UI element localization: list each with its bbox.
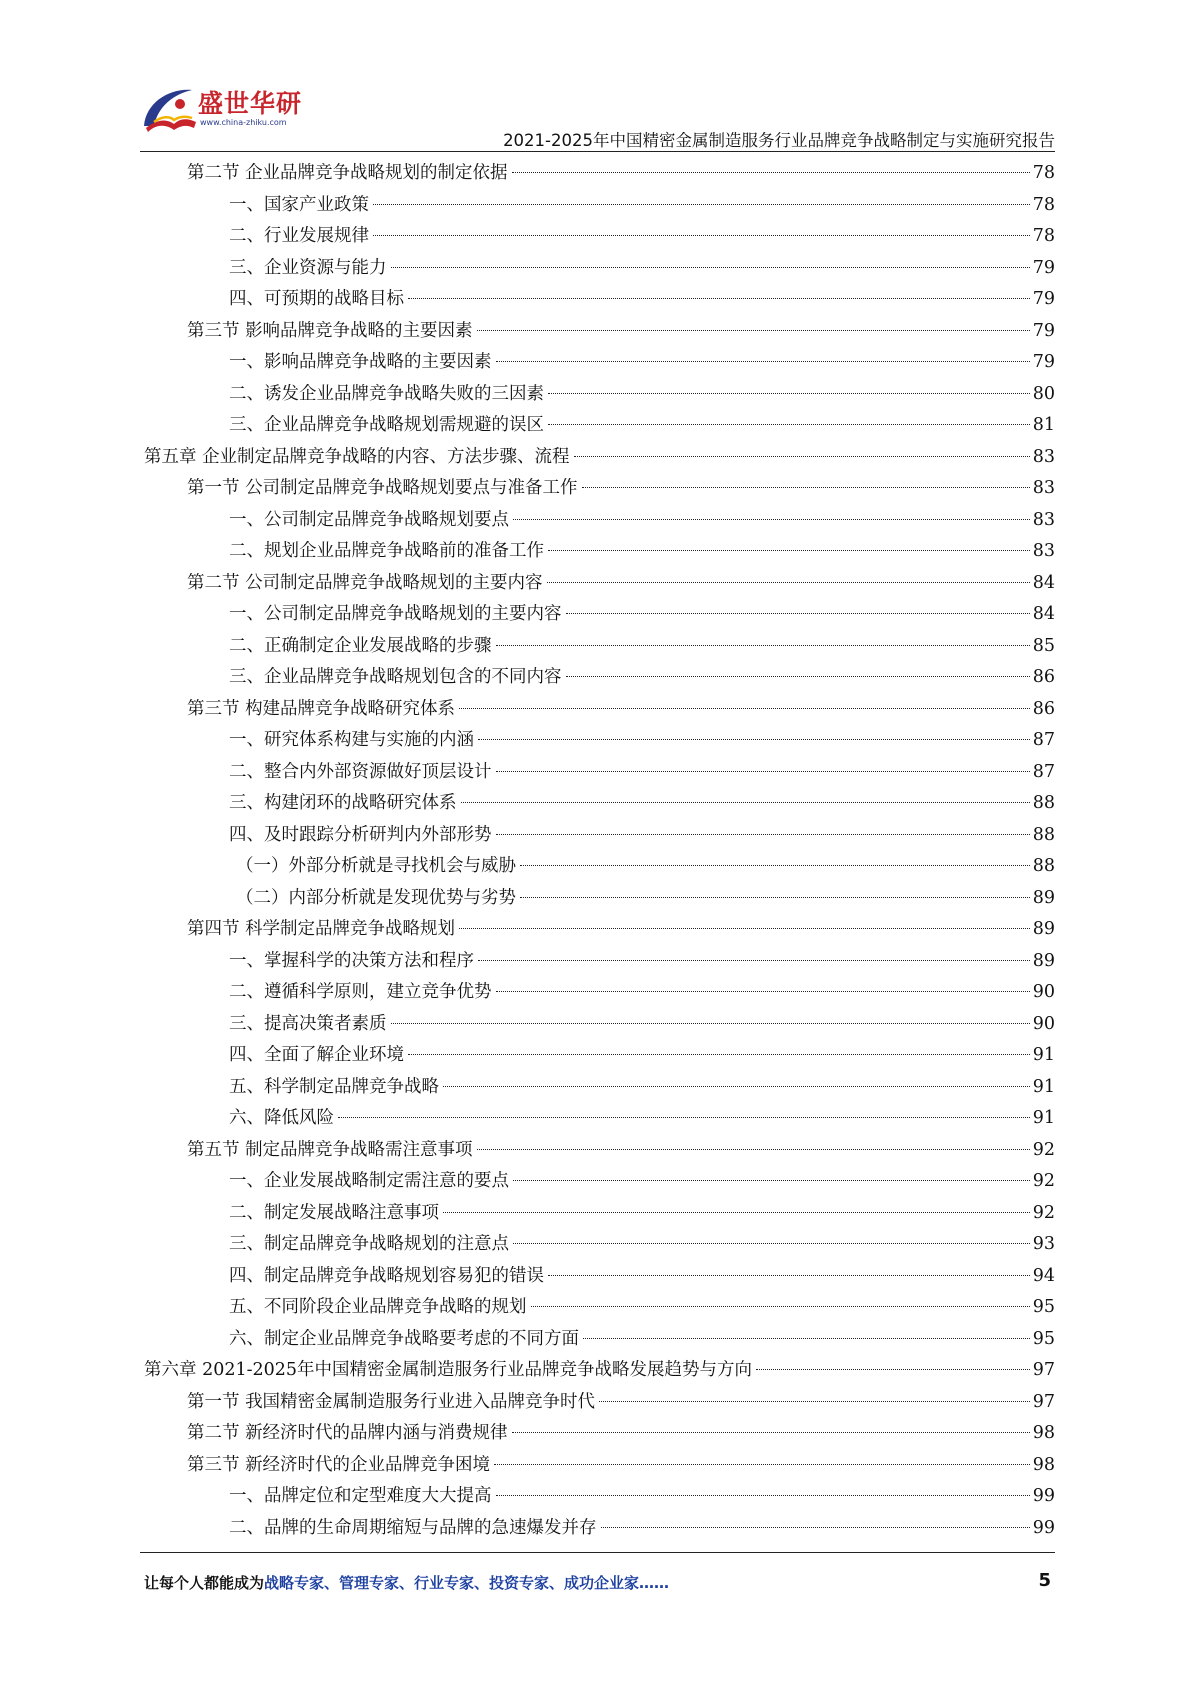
toc-entry-page: 83 <box>1032 446 1055 467</box>
toc-dot-leader <box>443 1211 1030 1213</box>
header-divider <box>140 151 1055 152</box>
toc-entry-title: 一、企业发展战略制定需注意的要点 <box>229 1171 509 1191</box>
toc-entry[interactable] <box>144 1103 1055 1135</box>
toc-entry-title: 三、构建闭环的战略研究体系 <box>229 793 457 813</box>
toc-entry-title: 三、制定品牌竞争战略规划的注意点 <box>229 1234 509 1254</box>
toc-entry-page: 97 <box>1032 1391 1055 1412</box>
toc-entry-title: 五、科学制定品牌竞争战略 <box>229 1076 439 1097</box>
toc-entry-page: 81 <box>1032 415 1055 435</box>
toc-entry[interactable] <box>144 158 1055 190</box>
toc-entry-title: 二、制定发展战略注意事项 <box>229 1202 439 1223</box>
toc-entry-title: 二、诱发企业品牌竞争战略失败的三因素 <box>229 383 544 404</box>
toc-entry[interactable] <box>144 725 1055 757</box>
toc-entry[interactable] <box>144 379 1055 411</box>
toc-entry-title: 五、不同阶段企业品牌竞争战略的规划 <box>229 1297 527 1317</box>
toc-dot-leader <box>601 1526 1030 1528</box>
toc-entry-page: 79 <box>1032 289 1055 309</box>
toc-dot-leader <box>496 833 1030 835</box>
toc-entry-title: 第三节 构建品牌竞争战略研究体系 <box>187 698 456 719</box>
toc-dot-leader <box>478 738 1030 740</box>
toc-entry[interactable] <box>144 883 1055 915</box>
toc-entry-page: 97 <box>1032 1360 1055 1380</box>
toc-dot-leader <box>461 801 1030 803</box>
toc-entry-title: 二、遵循科学原则，建立竞争优势 <box>229 982 492 1002</box>
toc-entry[interactable] <box>144 1072 1055 1104</box>
toc-entry-page: 98 <box>1032 1454 1055 1475</box>
toc-entry-title: 第四节 科学制定品牌竞争战略规划 <box>187 919 456 939</box>
toc-entry[interactable] <box>144 1135 1055 1167</box>
toc-entry-title: 一、研究体系构建与实施的内涵 <box>229 730 474 750</box>
toc-entry-title: 第一节 公司制定品牌竞争战略规划要点与准备工作 <box>187 478 578 498</box>
toc-entry-title: （一）外部分析就是寻找机会与威胁 <box>236 856 516 876</box>
toc-dot-leader <box>443 1085 1030 1087</box>
toc-entry-title: 第五节 制定品牌竞争战略需注意事项 <box>187 1139 473 1160</box>
toc-dot-leader <box>513 518 1030 520</box>
toc-entry-title: 一、国家产业政策 <box>229 194 369 215</box>
toc-entry-page: 83 <box>1032 509 1055 530</box>
toc-entry-title: 二、规划企业品牌竞争战略前的准备工作 <box>229 541 544 561</box>
toc-entry[interactable] <box>144 1387 1055 1419</box>
toc-entry[interactable] <box>144 347 1055 379</box>
toc-entry-page: 94 <box>1032 1265 1055 1286</box>
toc-entry-title: 四、可预期的战略目标 <box>229 289 404 309</box>
toc-entry[interactable] <box>144 505 1055 537</box>
toc-entry-title: 一、公司制定品牌竞争战略规划的主要内容 <box>229 604 562 624</box>
toc-entry-page: 91 <box>1032 1108 1055 1128</box>
toc-entry[interactable] <box>144 1261 1055 1293</box>
toc-entry-page: 88 <box>1032 793 1055 813</box>
toc-entry-title: 第二节 公司制定品牌竞争战略规划的主要内容 <box>187 572 543 593</box>
toc-entry[interactable] <box>144 757 1055 789</box>
toc-entry-title: 三、企业品牌竞争战略规划包含的不同内容 <box>229 667 562 687</box>
toc-dot-leader <box>408 297 1030 299</box>
toc-entry-page: 95 <box>1032 1297 1055 1317</box>
toc-entry-title: 第二节 企业品牌竞争战略规划的制定依据 <box>187 163 508 183</box>
toc-entry[interactable] <box>144 1481 1055 1513</box>
footer-slogan <box>144 1572 669 1593</box>
footer-slogan-roles: 战略专家、管理专家、行业专家、投资专家、成功企业家…… <box>264 1574 670 1592</box>
toc-dot-leader <box>391 266 1030 268</box>
toc-entry[interactable] <box>144 662 1055 694</box>
toc-entry-page: 92 <box>1032 1139 1055 1160</box>
toc-entry[interactable] <box>144 568 1055 600</box>
toc-dot-leader <box>496 1494 1030 1496</box>
toc-entry[interactable] <box>144 473 1055 505</box>
toc-dot-leader <box>496 770 1030 772</box>
toc-entry[interactable] <box>144 1292 1055 1324</box>
toc-dot-leader <box>391 1022 1030 1024</box>
toc-entry-page: 88 <box>1032 824 1055 845</box>
toc-dot-leader <box>547 581 1030 583</box>
toc-entry-page: 89 <box>1032 950 1055 971</box>
toc-entry-page: 91 <box>1032 1045 1055 1065</box>
company-logo <box>140 82 320 142</box>
toc-dot-leader <box>478 959 1030 961</box>
report-title: 2021-2025年中国精密金属制造服务行业品牌竞争战略制定与实施研究报告 <box>503 131 1055 150</box>
toc-entry-title: 三、企业品牌竞争战略规划需规避的误区 <box>229 415 544 435</box>
toc-dot-leader <box>477 329 1030 331</box>
toc-entry[interactable] <box>144 914 1055 946</box>
toc-entry-title: 一、影响品牌竞争战略的主要因素 <box>229 352 492 372</box>
toc-entry[interactable] <box>144 820 1055 852</box>
toc-dot-leader <box>574 455 1030 457</box>
toc-entry-page: 84 <box>1032 604 1055 624</box>
toc-entry-page: 90 <box>1032 982 1055 1002</box>
table-of-contents <box>144 158 1055 1544</box>
toc-dot-leader <box>408 1053 1030 1055</box>
toc-entry-title: 第三节 新经济时代的企业品牌竞争困境 <box>187 1454 491 1475</box>
toc-dot-leader <box>520 864 1030 866</box>
toc-dot-leader <box>373 203 1030 205</box>
toc-entry[interactable] <box>144 536 1055 568</box>
toc-entry[interactable] <box>144 1229 1055 1261</box>
toc-dot-leader <box>496 644 1030 646</box>
toc-entry-page: 90 <box>1032 1013 1055 1034</box>
toc-dot-leader <box>520 896 1030 898</box>
toc-entry-page: 92 <box>1032 1171 1055 1191</box>
toc-entry-page: 84 <box>1032 572 1055 593</box>
toc-entry-page: 88 <box>1032 856 1055 876</box>
toc-entry[interactable] <box>144 599 1055 631</box>
toc-dot-leader <box>548 392 1030 394</box>
toc-dot-leader <box>513 1179 1030 1181</box>
toc-entry-title: 三、提高决策者素质 <box>229 1013 387 1034</box>
toc-entry-page: 87 <box>1032 730 1055 750</box>
footer-divider <box>140 1552 1055 1553</box>
toc-entry[interactable] <box>144 788 1055 820</box>
toc-entry-page: 95 <box>1032 1328 1055 1349</box>
toc-entry-title: （二）内部分析就是发现优势与劣势 <box>236 887 516 908</box>
toc-entry-title: 三、企业资源与能力 <box>229 257 387 278</box>
toc-entry-title: 二、整合内外部资源做好顶层设计 <box>229 761 492 782</box>
toc-entry-page: 98 <box>1032 1423 1055 1443</box>
toc-entry-title: 六、制定企业品牌竞争战略要考虑的不同方面 <box>229 1328 579 1349</box>
toc-entry[interactable] <box>144 410 1055 442</box>
toc-dot-leader <box>756 1368 1030 1370</box>
toc-entry-page: 93 <box>1032 1234 1055 1254</box>
toc-entry-title: 四、全面了解企业环境 <box>229 1045 404 1065</box>
toc-dot-leader <box>373 234 1030 236</box>
toc-dot-leader <box>548 1274 1030 1276</box>
toc-entry-title: 四、制定品牌竞争战略规划容易犯的错误 <box>229 1265 544 1286</box>
toc-entry-page: 86 <box>1032 667 1055 687</box>
toc-entry[interactable] <box>144 946 1055 978</box>
toc-entry[interactable] <box>144 284 1055 316</box>
toc-entry[interactable] <box>144 977 1055 1009</box>
toc-entry[interactable] <box>144 1040 1055 1072</box>
toc-entry[interactable] <box>144 694 1055 726</box>
toc-entry-page: 78 <box>1032 163 1055 183</box>
toc-dot-leader <box>599 1400 1030 1402</box>
toc-dot-leader <box>582 486 1030 488</box>
toc-dot-leader <box>496 990 1030 992</box>
toc-dot-leader <box>548 549 1030 551</box>
footer-slogan-prefix: 让每个人都能成为 <box>144 1574 265 1592</box>
page-header <box>0 0 1191 150</box>
toc-entry-title: 六、降低风险 <box>229 1108 334 1128</box>
toc-dot-leader <box>459 927 1030 929</box>
toc-entry[interactable] <box>144 1166 1055 1198</box>
toc-entry[interactable] <box>144 221 1055 253</box>
toc-dot-leader <box>477 1148 1030 1150</box>
toc-entry-page: 92 <box>1032 1202 1055 1223</box>
toc-entry-page: 79 <box>1032 352 1055 372</box>
toc-entry-title: 第五章 企业制定品牌竞争战略的内容、方法步骤、流程 <box>144 446 570 467</box>
toc-dot-leader <box>459 707 1030 709</box>
book-swoosh-icon <box>140 82 200 142</box>
toc-dot-leader <box>566 612 1030 614</box>
toc-dot-leader <box>512 171 1030 173</box>
toc-entry-title: 第二节 新经济时代的品牌内涵与消费规律 <box>187 1423 508 1443</box>
toc-dot-leader <box>531 1305 1030 1307</box>
toc-entry[interactable] <box>144 631 1055 663</box>
toc-dot-leader <box>583 1337 1030 1339</box>
toc-entry-title: 一、公司制定品牌竞争战略规划要点 <box>229 509 509 530</box>
toc-dot-leader <box>548 423 1030 425</box>
toc-entry[interactable] <box>144 851 1055 883</box>
toc-entry-title: 一、掌握科学的决策方法和程序 <box>229 950 474 971</box>
toc-entry-page: 86 <box>1032 698 1055 719</box>
toc-entry-page: 99 <box>1032 1486 1055 1506</box>
toc-dot-leader <box>513 1242 1030 1244</box>
toc-entry-page: 89 <box>1032 887 1055 908</box>
toc-entry[interactable] <box>144 1324 1055 1356</box>
toc-dot-leader <box>512 1431 1030 1433</box>
toc-entry[interactable] <box>144 1513 1055 1545</box>
toc-dot-leader <box>338 1116 1030 1118</box>
toc-entry-title: 二、品牌的生命周期缩短与品牌的急速爆发并存 <box>229 1517 597 1538</box>
toc-entry-title: 二、行业发展规律 <box>229 226 369 246</box>
toc-entry-page: 80 <box>1032 383 1055 404</box>
logo-name: 盛世华研 <box>198 89 303 118</box>
toc-entry-page: 91 <box>1032 1076 1055 1097</box>
page-number: 5 <box>1038 1570 1051 1591</box>
toc-entry[interactable] <box>144 190 1055 222</box>
toc-dot-leader <box>494 1463 1030 1465</box>
toc-entry[interactable] <box>144 1198 1055 1230</box>
toc-entry-title: 一、品牌定位和定型难度大大提高 <box>229 1486 492 1506</box>
toc-entry[interactable] <box>144 316 1055 348</box>
toc-entry[interactable] <box>144 1009 1055 1041</box>
toc-entry-title: 第三节 影响品牌竞争战略的主要因素 <box>187 320 473 341</box>
toc-entry-page: 85 <box>1032 635 1055 656</box>
toc-entry[interactable] <box>144 253 1055 285</box>
toc-entry[interactable] <box>144 442 1055 474</box>
toc-entry-page: 89 <box>1032 919 1055 939</box>
toc-entry[interactable] <box>144 1418 1055 1450</box>
toc-entry-page: 87 <box>1032 761 1055 782</box>
toc-entry-title: 四、及时跟踪分析研判内外部形势 <box>229 824 492 845</box>
toc-entry-page: 83 <box>1032 478 1055 498</box>
toc-dot-leader <box>566 675 1030 677</box>
toc-dot-leader <box>496 360 1030 362</box>
toc-entry-page: 99 <box>1032 1517 1055 1538</box>
toc-entry-title: 二、正确制定企业发展战略的步骤 <box>229 635 492 656</box>
toc-entry-page: 79 <box>1032 257 1055 278</box>
toc-entry-page: 78 <box>1032 194 1055 215</box>
toc-entry-title: 第六章 2021-2025年中国精密金属制造服务行业品牌竞争战略发展趋势与方向 <box>144 1360 753 1380</box>
logo-url: www.china-zhiku.com <box>200 118 287 127</box>
toc-entry[interactable] <box>144 1450 1055 1482</box>
toc-entry[interactable] <box>144 1355 1055 1387</box>
toc-entry-page: 83 <box>1032 541 1055 561</box>
toc-entry-title: 第一节 我国精密金属制造服务行业进入品牌竞争时代 <box>187 1391 596 1412</box>
toc-entry-page: 79 <box>1032 320 1055 341</box>
toc-entry-page: 78 <box>1032 226 1055 246</box>
